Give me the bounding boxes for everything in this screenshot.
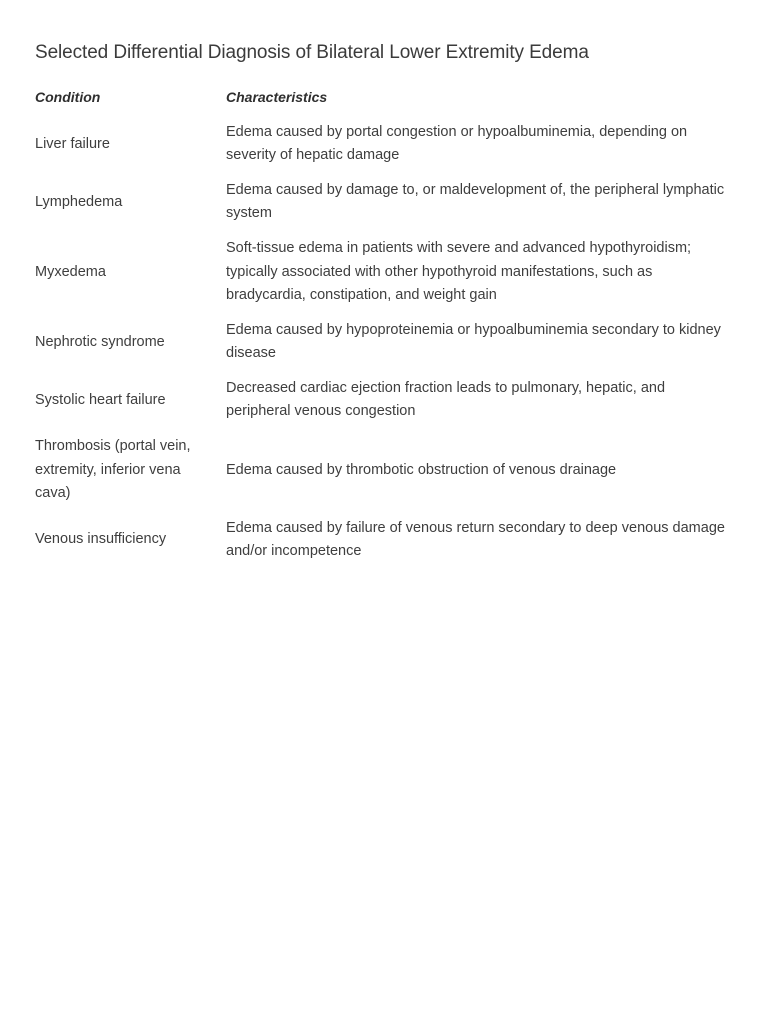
column-header-characteristics: Characteristics <box>226 89 328 105</box>
characteristics-cell: Edema caused by hypoproteinemia or hypoalbuminemia secondary to kidney disease <box>226 321 721 362</box>
condition-cell: Thrombosis (portal vein, extremity, inferior vena cava) <box>35 438 191 501</box>
table-row <box>35 179 725 237</box>
characteristics-cell: Decreased cardiac ejection fraction leads to pulmonary, hepatic, and peripheral venous congestion <box>226 380 666 420</box>
condition-cell: Liver failure <box>35 135 110 152</box>
table-header-row <box>35 86 725 121</box>
table-row <box>35 121 725 179</box>
document-page <box>35 0 735 575</box>
characteristics-cell: Edema caused by damage to, or maldevelopment of, the peripheral lymphatic system <box>226 182 725 222</box>
differential-diagnosis-table <box>35 86 725 575</box>
table-row <box>35 319 725 377</box>
column-header-condition: Condition <box>35 89 101 105</box>
table-row <box>35 377 725 435</box>
characteristics-cell: Edema caused by thrombotic obstruction of venous drainage <box>226 461 617 478</box>
characteristics-cell: Edema caused by failure of venous return secondary to deep venous damage and/or incompetence <box>226 519 725 560</box>
condition-cell: Lymphedema <box>35 193 123 210</box>
table-row <box>35 517 725 575</box>
table-row <box>35 435 725 516</box>
characteristics-cell: Soft-tissue edema in patients with severe and advanced hypothyroidism; typically associated with other hypothyroid manifestations, such as bradycardia, constipation, and weight gain <box>226 240 692 303</box>
table-row <box>35 237 725 318</box>
condition-cell: Nephrotic syndrome <box>35 333 165 350</box>
characteristics-cell: Edema caused by portal congestion or hypoalbuminemia, depending on severity of hepatic damage <box>226 124 688 164</box>
condition-cell: Systolic heart failure <box>35 391 166 408</box>
page-title: Selected Differential Diagnosis of Bilateral Lower Extremity Edema <box>35 42 589 63</box>
condition-cell: Venous insufficiency <box>35 531 167 548</box>
condition-cell: Myxedema <box>35 263 106 280</box>
